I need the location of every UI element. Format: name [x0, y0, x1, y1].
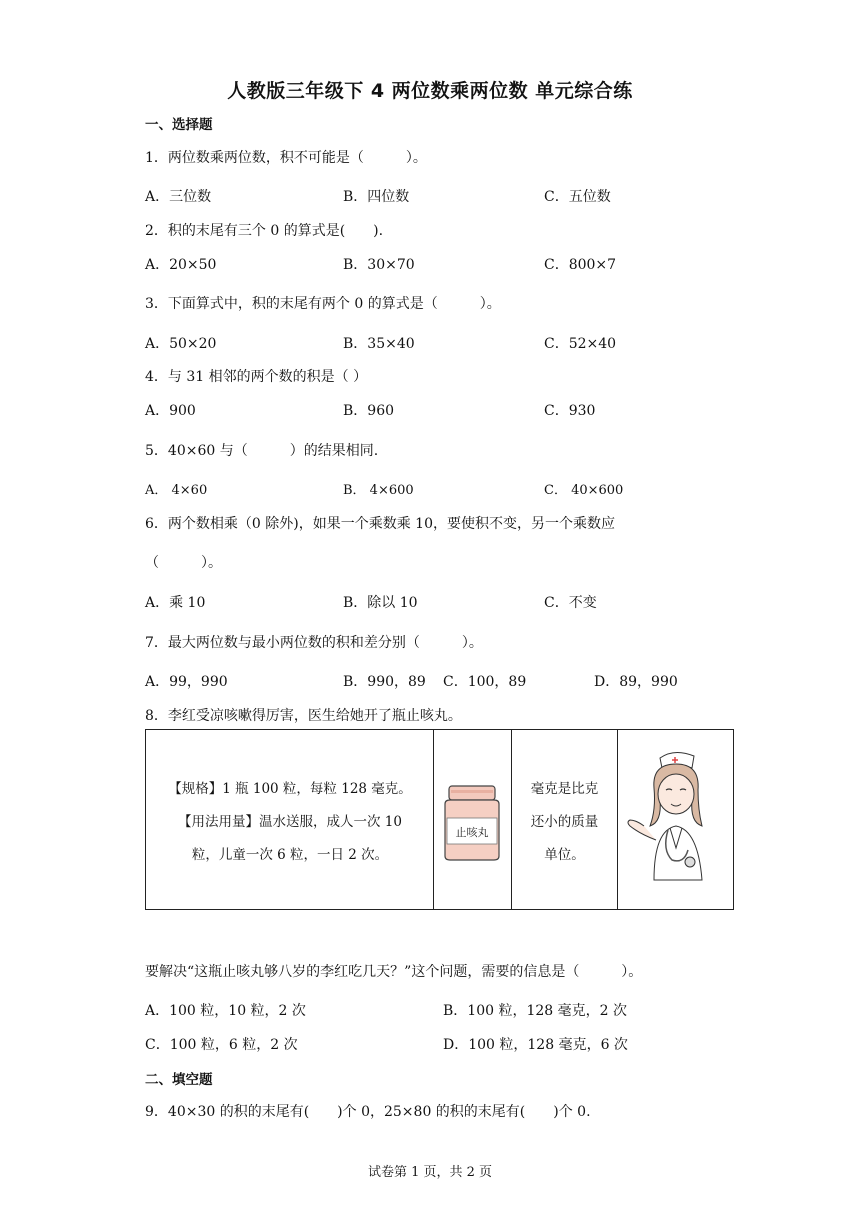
spec-line-3: 粒，儿童一次 6 粒，一日 2 次。: [191, 846, 389, 863]
question-5: 5．40×60 与（ ）的结果相同.: [145, 443, 379, 459]
question-8-prompt: 要解决“这瓶止咳丸够八岁的李红吃几天？”这个问题，需要的信息是（ ）。: [145, 964, 643, 980]
q8-option-c: C．100 粒，6 粒，2 次: [145, 1037, 298, 1053]
q1-option-c: C．五位数: [544, 189, 611, 205]
question-9: 9．40×30 的积的末尾有( )个 0，25×80 的积的末尾有( )个 0.: [145, 1104, 591, 1120]
q5-option-a: A． 4×60: [145, 483, 208, 498]
doctor-cell: [618, 730, 732, 909]
section-heading-fill: 二、填空题: [145, 1072, 213, 1088]
q6-option-b: B．除以 10: [343, 595, 418, 611]
spec-line-1: 【规格】1 瓶 100 粒，每粒 128 毫克。: [168, 780, 412, 797]
question-6-blank: （ ）。: [145, 555, 222, 571]
q1-option-a: A．三位数: [145, 189, 212, 205]
medicine-info-table: [145, 729, 734, 910]
page-title: 人教版三年级下 4 两位数乘两位数 单元综合练: [227, 80, 633, 102]
note-line-1: 毫克是比克: [530, 780, 599, 797]
q3-option-a: A．50×20: [145, 336, 217, 352]
q5-option-b: B． 4×600: [343, 483, 414, 498]
q5-option-c: C． 40×600: [544, 483, 624, 498]
bottle-label: 止咳丸: [455, 826, 489, 839]
q3-option-c: C．52×40: [544, 336, 617, 352]
note-line-3: 单位。: [544, 846, 585, 863]
question-7: 7．最大两位数与最小两位数的积和差分别（ ）。: [145, 635, 483, 651]
q2-option-c: C．800×7: [544, 257, 617, 273]
q8-option-d: D．100 粒，128 毫克，6 次: [443, 1037, 628, 1053]
q8-option-a: A．100 粒，10 粒，2 次: [145, 1003, 306, 1019]
q7-option-b: B．990，89: [343, 674, 426, 690]
note-line-2: 还小的质量: [530, 813, 599, 830]
doctor-icon: [618, 730, 732, 908]
question-4: 4．与 31 相邻的两个数的积是（ ）: [145, 369, 368, 385]
q6-option-c: C．不变: [544, 595, 597, 611]
q7-option-a: A．99，990: [145, 674, 228, 690]
note-cell: [512, 730, 618, 909]
spec-line-2: 【用法用量】温水送服，成人一次 10: [178, 813, 402, 830]
q2-option-b: B．30×70: [343, 257, 415, 273]
question-8: 8．李红受凉咳嗽得厉害，医生给她开了瓶止咳丸。: [145, 708, 462, 724]
question-1: 1．两位数乘两位数，积不可能是（ ）。: [145, 150, 427, 166]
q2-option-a: A．20×50: [145, 257, 217, 273]
q3-option-b: B．35×40: [343, 336, 415, 352]
page-footer: 试卷第 1 页，共 2 页: [367, 1165, 493, 1180]
q7-option-d: D．89，990: [594, 674, 678, 690]
question-6: 6．两个数相乘（0 除外)，如果一个乘数乘 10，要使积不变，另一个乘数应: [145, 516, 615, 532]
q6-option-a: A．乘 10: [145, 595, 206, 611]
question-3: 3．下面算式中，积的末尾有两个 0 的算式是（ ）。: [145, 296, 501, 312]
q4-option-a: A．900: [145, 403, 196, 419]
q4-option-b: B．960: [343, 403, 395, 419]
spec-cell: [146, 730, 434, 909]
q1-option-b: B．四位数: [343, 189, 410, 205]
q4-option-c: C．930: [544, 403, 596, 419]
q8-option-b: B．100 粒，128 毫克，2 次: [443, 1003, 627, 1019]
medicine-bottle-icon: [434, 730, 510, 908]
bottle-cell: [434, 730, 512, 909]
q7-option-c: C．100，89: [443, 674, 527, 690]
question-2: 2．积的末尾有三个 0 的算式是( ).: [145, 223, 384, 239]
section-heading-choice: 一、选择题: [145, 117, 213, 133]
